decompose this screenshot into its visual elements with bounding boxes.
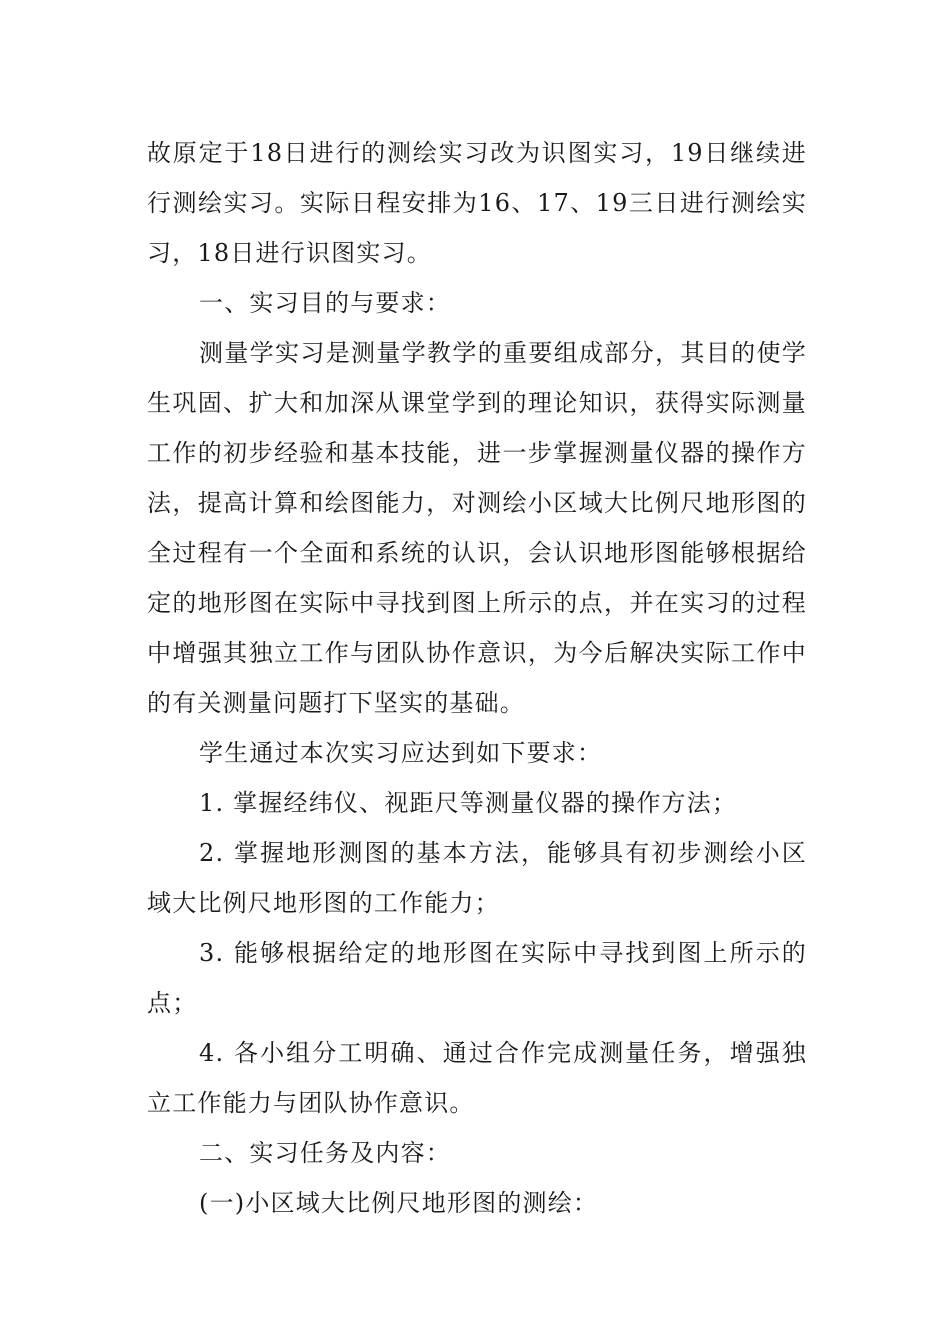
paragraph-purpose: 测量学实习是测量学教学的重要组成部分，其目的使学生巩固、扩大和加深从课堂学到的理论知识，获得实际测量工作的初步经验和基本技能，进一步掌握测量仪器的操作方法，提高计算和绘图能力，对测绘小区域大比例尺地形图的全过程有一个全面和系统的认识，会认识地形图能够根据给定的地形图在实际中寻找到图上所示的点，并在实习的过程中增强其独立工作与团队协作意识，为今后解决实际工作中的有关测量问题打下坚实的基础。 [147, 339, 807, 717]
paragraph-requirements-intro: 学生通过本次实习应达到如下要求： [199, 739, 603, 767]
list-item-2: 2. 掌握地形测图的基本方法，能够具有初步测绘小区域大比例尺地形图的工作能力； [147, 839, 807, 917]
list-item-4: 4. 各小组分工明确、通过合作完成测量任务，增强独立工作能力与团队协作意识。 [147, 1039, 807, 1117]
section-heading-tasks: 二、实习任务及内容： [199, 1139, 451, 1167]
list-item-1: 1. 掌握经纬仪、视距尺等测量仪器的操作方法； [199, 789, 738, 817]
paragraph-continuation: 故原定于18日进行的测绘实习改为识图实习，19日继续进行测绘实习。实际日程安排为16、17、19三日进行测绘实习，18日进行识图实习。 [147, 139, 807, 267]
section-heading-purpose: 一、实习目的与要求： [199, 289, 451, 317]
list-item-3: 3. 能够根据给定的地形图在实际中寻找到图上所示的点； [147, 939, 807, 1017]
subsection-heading-mapping: (一)小区域大比例尺地形图的测绘： [199, 1189, 599, 1217]
document-body [147, 128, 807, 1228]
